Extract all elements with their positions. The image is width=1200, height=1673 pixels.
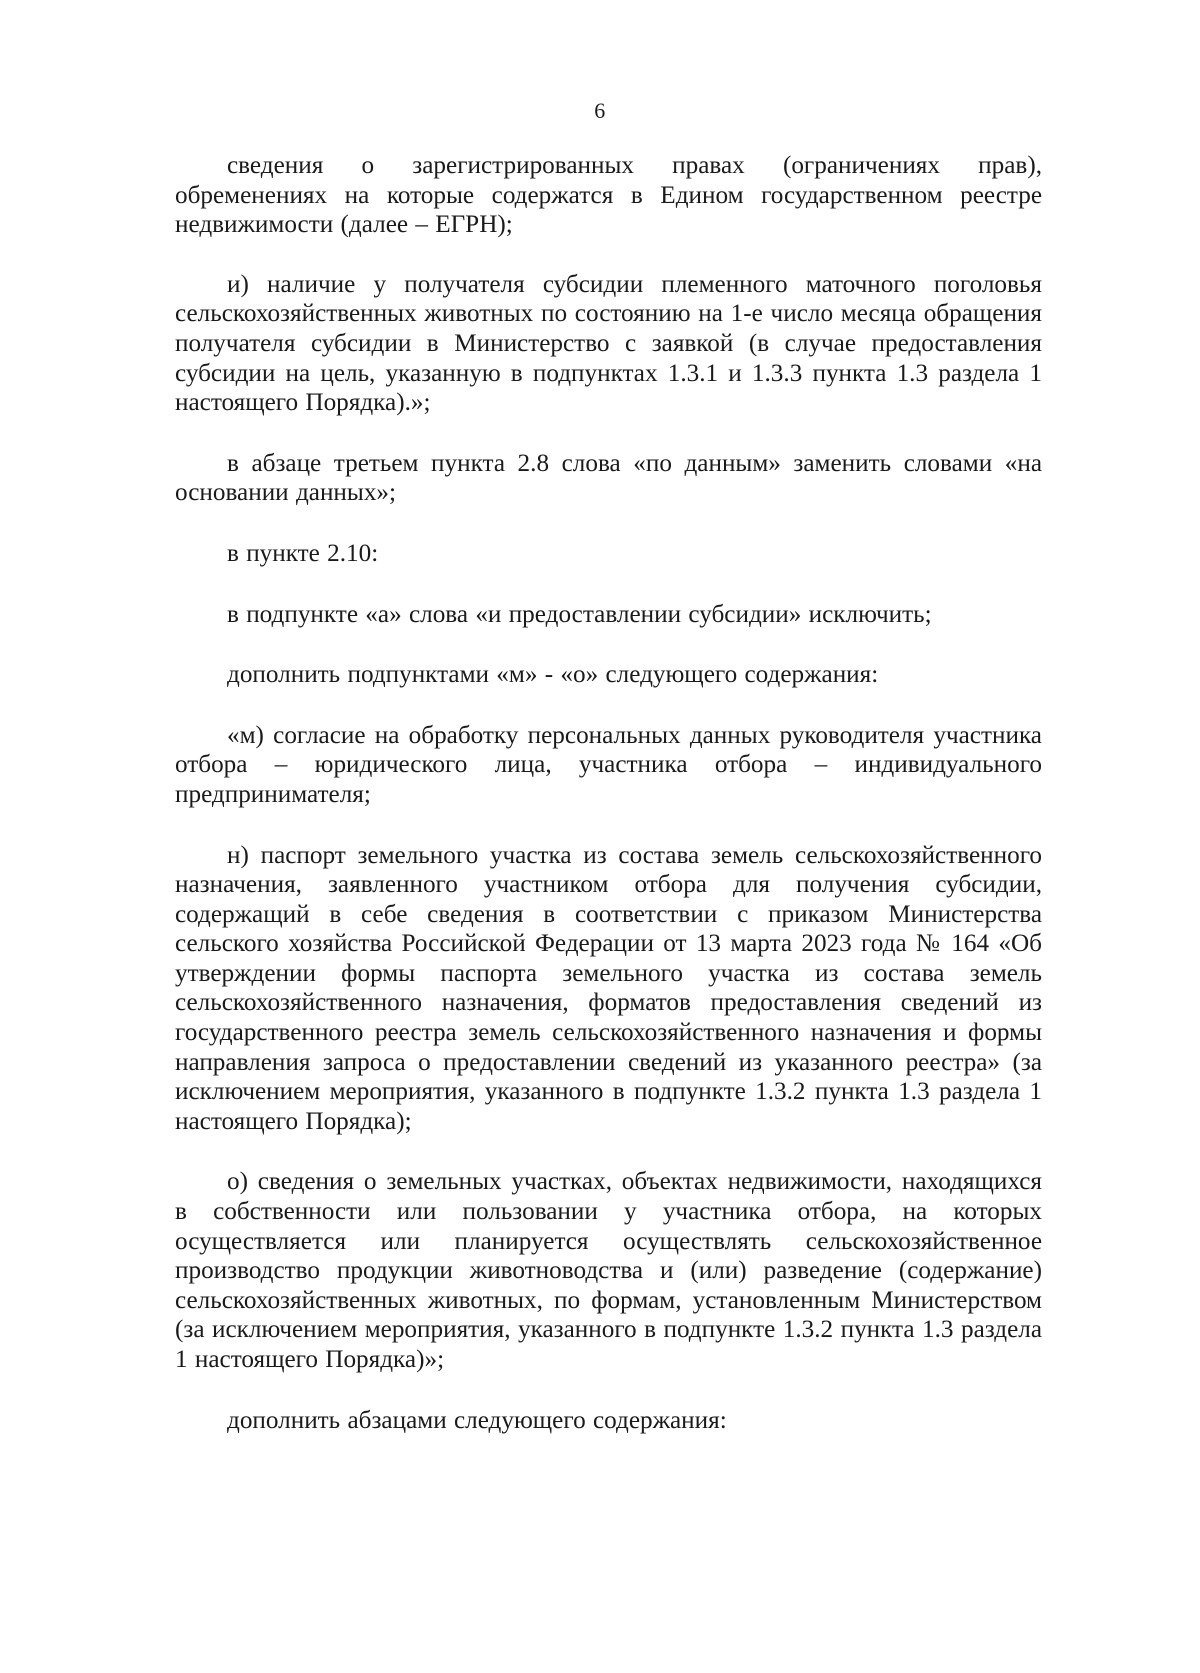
paragraph-item-o: о) сведения о земельных участках, объектах недвижимости, находящихся в собственности или пользовании у участника отбора, на которых осуществляется или планируется осуществлять сельскохозяйственное производство продукции животноводства и (или) разведение (содержание) сельскохозяйственных животных, по формам, установленным Министерством (за исключением мероприятия, указанного в подпункте 1.3.2 пункта 1.3 раздела 1 настоящего Порядка)»; [175, 1168, 1042, 1373]
paragraph-item-i: и) наличие у получателя субсидии племенного маточного поголовья сельскохозяйственных животных по состоянию на 1-е число месяца обращения получателя субсидии в Министерство с заявкой (в случае предоставления субсидии на цель, указанную в подпунктах 1.3.1 и 1.3.3 пункта 1.3 раздела 1 настоящего Порядка).»; [175, 270, 1042, 417]
paragraph-item-m: «м) согласие на обработку персональных данных руководителя участника отбора – юридического лица, участника отбора – индивидуального предпринимателя; [175, 721, 1042, 808]
paragraph-add-subclauses: дополнить подпунктами «м» - «о» следующего содержания: [227, 661, 879, 689]
page-number: 6 [594, 98, 606, 123]
paragraph-subclause-a: в подпункте «а» слова «и предоставлении субсидии» исключить; [227, 600, 932, 628]
paragraph-item-n: н) паспорт земельного участка из состава земель сельскохозяйственного назначения, заявленного участником отбора для получения субсидии, содержащий в себе сведения в соответствии с приказом Министерства сельского хозяйства Российской Федерации от 13 марта 2023 года № 164 «Об утверждении формы паспорта земельного участка из состава земель сельскохозяйственного назначения, форматов предоставления сведений из государственного реестра земель сельскохозяйственного назначения и формы направления запроса о предоставлении сведений из указанного реестра» (за исключением мероприятия, указанного в подпункте 1.3.2 пункта 1.3 раздела 1 настоящего Порядка); [175, 841, 1042, 1135]
paragraph-egrn-info: сведения о зарегистрированных правах (ограничениях прав), обременениях на которые содержатся в Едином государственном реестре недвижимости (далее – ЕГРН); [175, 152, 1042, 239]
document-body [175, 151, 1042, 1435]
paragraph-add-paragraphs: дополнить абзацами следующего содержания: [227, 1406, 727, 1434]
paragraph-clause-2-8: в абзаце третьем пункта 2.8 слова «по данным» заменить словами «на основании данных»; [175, 449, 1042, 507]
paragraph-clause-2-10: в пункте 2.10: [227, 539, 379, 567]
